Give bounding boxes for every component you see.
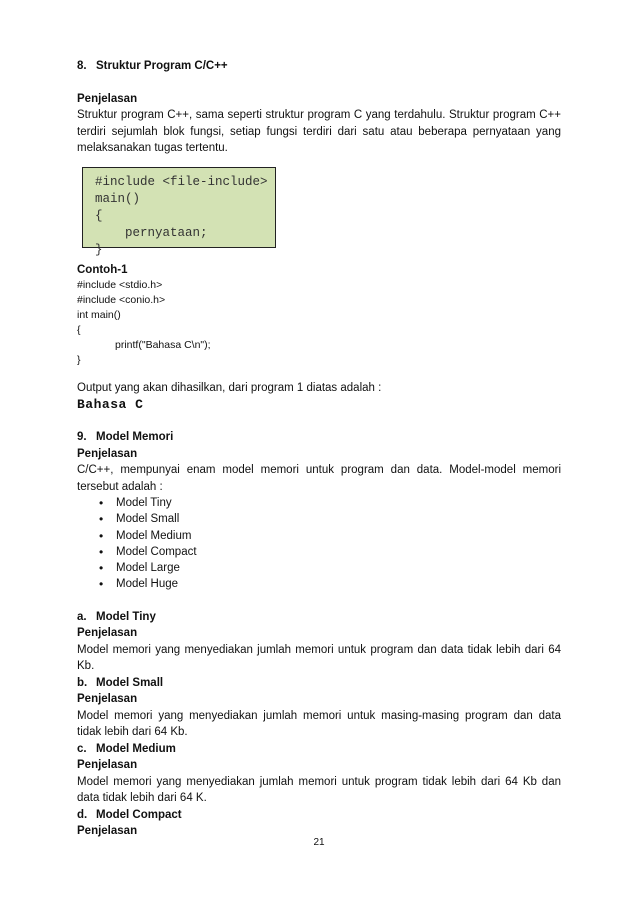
section-8-number: 8.	[77, 60, 87, 72]
example-title: Contoh-1	[77, 263, 128, 276]
section-9-label: Penjelasan	[77, 447, 138, 460]
example-line: #include <conio.h>	[77, 294, 166, 306]
list-item: • Model Huge	[99, 576, 561, 592]
section-9-title: Model Memori	[96, 431, 174, 443]
example-output-value: Bahasa C	[77, 396, 144, 412]
model-a-label: Penjelasan	[77, 627, 138, 640]
example-line: int main()	[77, 309, 121, 321]
model-d-title: Model Compact	[96, 808, 182, 821]
section-8-title: Struktur Program C/C++	[96, 60, 228, 72]
list-item: • Model Small	[99, 511, 561, 527]
model-d-label: Penjelasan	[77, 825, 138, 838]
list-item: • Model Medium	[99, 528, 561, 544]
example-line: {	[77, 324, 81, 336]
section-8-label: Penjelasan	[77, 92, 138, 105]
model-c-title: Model Medium	[96, 742, 176, 755]
code-line: main()	[95, 191, 141, 206]
model-a-title: Model Tiny	[96, 610, 156, 623]
list-item: • Model Tiny	[99, 495, 561, 511]
example-line: #include <stdio.h>	[77, 279, 163, 291]
section-9-number: 9.	[77, 431, 87, 443]
model-d-heading	[77, 807, 561, 824]
section-8-heading	[77, 58, 561, 75]
model-b-text: Model memori yang menyediakan jumlah memori untuk masing-masing program dan data tidak lebih dari 64 Kb.	[77, 709, 561, 739]
code-template-box	[82, 167, 276, 257]
section-8-text: Struktur program C++, sama seperti struktur program C yang terdahulu. Struktur program C++ terdiri sejumlah blok fungsi, setiap fungsi terdiri dari satu atau beberapa pernyataan yang melaksanakan tugas tertentu.	[77, 109, 561, 154]
example-printf-line: printf("Bahasa C\n");	[115, 339, 211, 351]
section-9-text: C/C++, mempunyai enam model memori untuk program dan data. Model-model memori tersebut adalah :	[77, 464, 561, 493]
code-line: {	[95, 208, 103, 223]
page-number: 21	[313, 837, 325, 848]
code-line: #include <file-include>	[95, 174, 268, 189]
model-b-title: Model Small	[96, 676, 164, 689]
model-c-heading	[77, 741, 561, 758]
model-a-heading	[77, 609, 561, 626]
model-a-text: Model memori yang menyediakan jumlah memori untuk program dan data tidak lebih dari 64 Kb.	[77, 643, 561, 673]
model-b-label: Penjelasan	[77, 693, 138, 706]
model-c-text: Model memori yang menyediakan jumlah memori untuk program tidak lebih dari 64 Kb dan data tidak lebih dari 64 K.	[77, 775, 561, 805]
model-b-letter: b.	[77, 676, 88, 689]
memory-model-list	[77, 495, 561, 593]
model-c-label: Penjelasan	[77, 759, 138, 772]
document-page	[77, 58, 561, 840]
model-c-letter: c.	[77, 742, 87, 755]
list-item: • Model Compact	[99, 544, 561, 560]
model-d-letter: d.	[77, 808, 88, 821]
model-b-heading	[77, 675, 561, 692]
model-a-letter: a.	[77, 610, 87, 623]
list-item: • Model Large	[99, 560, 561, 576]
code-line: }	[95, 242, 103, 257]
example-closing-brace: }	[77, 354, 81, 366]
example-output-text: Output yang akan dihasilkan, dari program 1 diatas adalah :	[77, 382, 382, 394]
code-line: pernyataan;	[95, 225, 208, 240]
section-9-heading	[77, 429, 561, 446]
